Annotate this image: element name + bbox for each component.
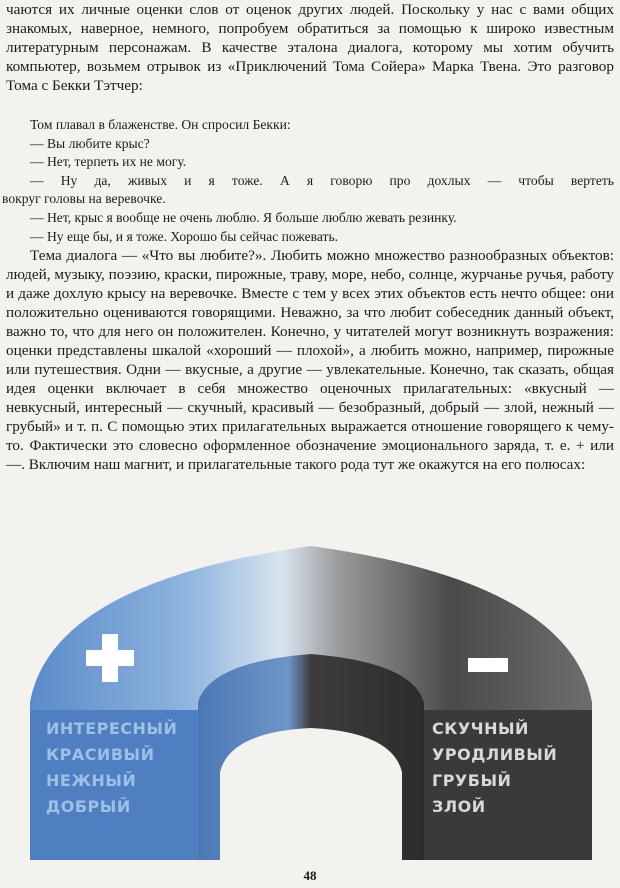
dialogue-line: — Ну да, живых и я тоже. А я говорю про дохлых — чтобы вертеть bbox=[30, 172, 614, 188]
plus-icon-bar bbox=[86, 650, 134, 666]
positive-word: НЕЖНЫЙ bbox=[46, 771, 137, 790]
dialogue-quote bbox=[2, 116, 614, 246]
dialogue-line: — Нет, терпеть их не могу. bbox=[30, 154, 187, 170]
page-number: 48 bbox=[303, 868, 317, 883]
dialogue-line: — Нет, крыс я вообще не очень люблю. Я больше люблю жевать резинку. bbox=[30, 209, 457, 225]
dialogue-line: — Ну еще бы, и я тоже. Хорошо бы сейчас пожевать. bbox=[30, 228, 339, 244]
dialogue-line: — Вы любите крыс? bbox=[30, 135, 150, 151]
positive-word: ИНТЕРЕСНЫЙ bbox=[46, 719, 178, 738]
negative-word: СКУЧНЫЙ bbox=[432, 719, 529, 738]
negative-pole-words bbox=[432, 716, 557, 820]
positive-word: ДОБРЫЙ bbox=[46, 797, 131, 816]
paragraph-intro: чаются их личные оценки слов от оценок других людей. Поскольку у нас с вами общих знакомых, наверное, немного, попробуем обратиться за помощью к широко известным литературным персонажам. В качестве эталона диалога, которому мы хотим обучить компьютер, возьмем отрывок из «Приключений Тома Сойера» Марка Твена. Это разговор Тома с Бекки Тэтчер: bbox=[6, 1, 614, 94]
dialogue-line: вокруг головы на веревочке. bbox=[2, 191, 166, 207]
magnet-inner-arch bbox=[198, 654, 424, 860]
dialogue-line: Том плавал в блаженстве. Он спросил Бекки: bbox=[30, 117, 291, 132]
positive-pole-words bbox=[46, 716, 177, 820]
negative-word: ГРУБЫЙ bbox=[432, 771, 512, 790]
negative-word: УРОДЛИВЫЙ bbox=[432, 745, 558, 764]
paragraph-main: Тема диалога — «Что вы любите?». Любить можно множество разнообразных объектов: людей, музыку, поэзию, краски, пирожные, траву, море, небо, солнце, журчанье ручья, работу и даже дохлую крысу на веревочке. Вместе с тем у всех этих объектов есть нечто общее: они положительно оцениваются говорящими. Неважно, за что любит собеседник данный объект, важно то, что для него он положителен. Конечно, у читателей могут возникнуть возражения: оценки представлены шкалой «хороший — плохой», а любить можно, например, пирожные или путешествия. Одни — вкусные, а другие — увлекательные. Конечно, так сказать, общая идея оценки включает в себя множество оценочных прилагательных: «вкусный — невкусный, интересный — скучный, красивый — безобразный, добрый — злой, нежный — грубый» и т. п. С помощью этих прилагательных выражается отношение говорящего к чему-то. Фактически это словесно оформленное обозначение эмоционального заряда, т. е. + или —. Включим наш магнит, и прилагательные такого рода тут же окажутся на его полюсах: bbox=[6, 247, 614, 473]
negative-word: ЗЛОЙ bbox=[432, 797, 486, 816]
minus-icon bbox=[468, 658, 508, 672]
positive-word: КРАСИВЫЙ bbox=[46, 745, 155, 764]
